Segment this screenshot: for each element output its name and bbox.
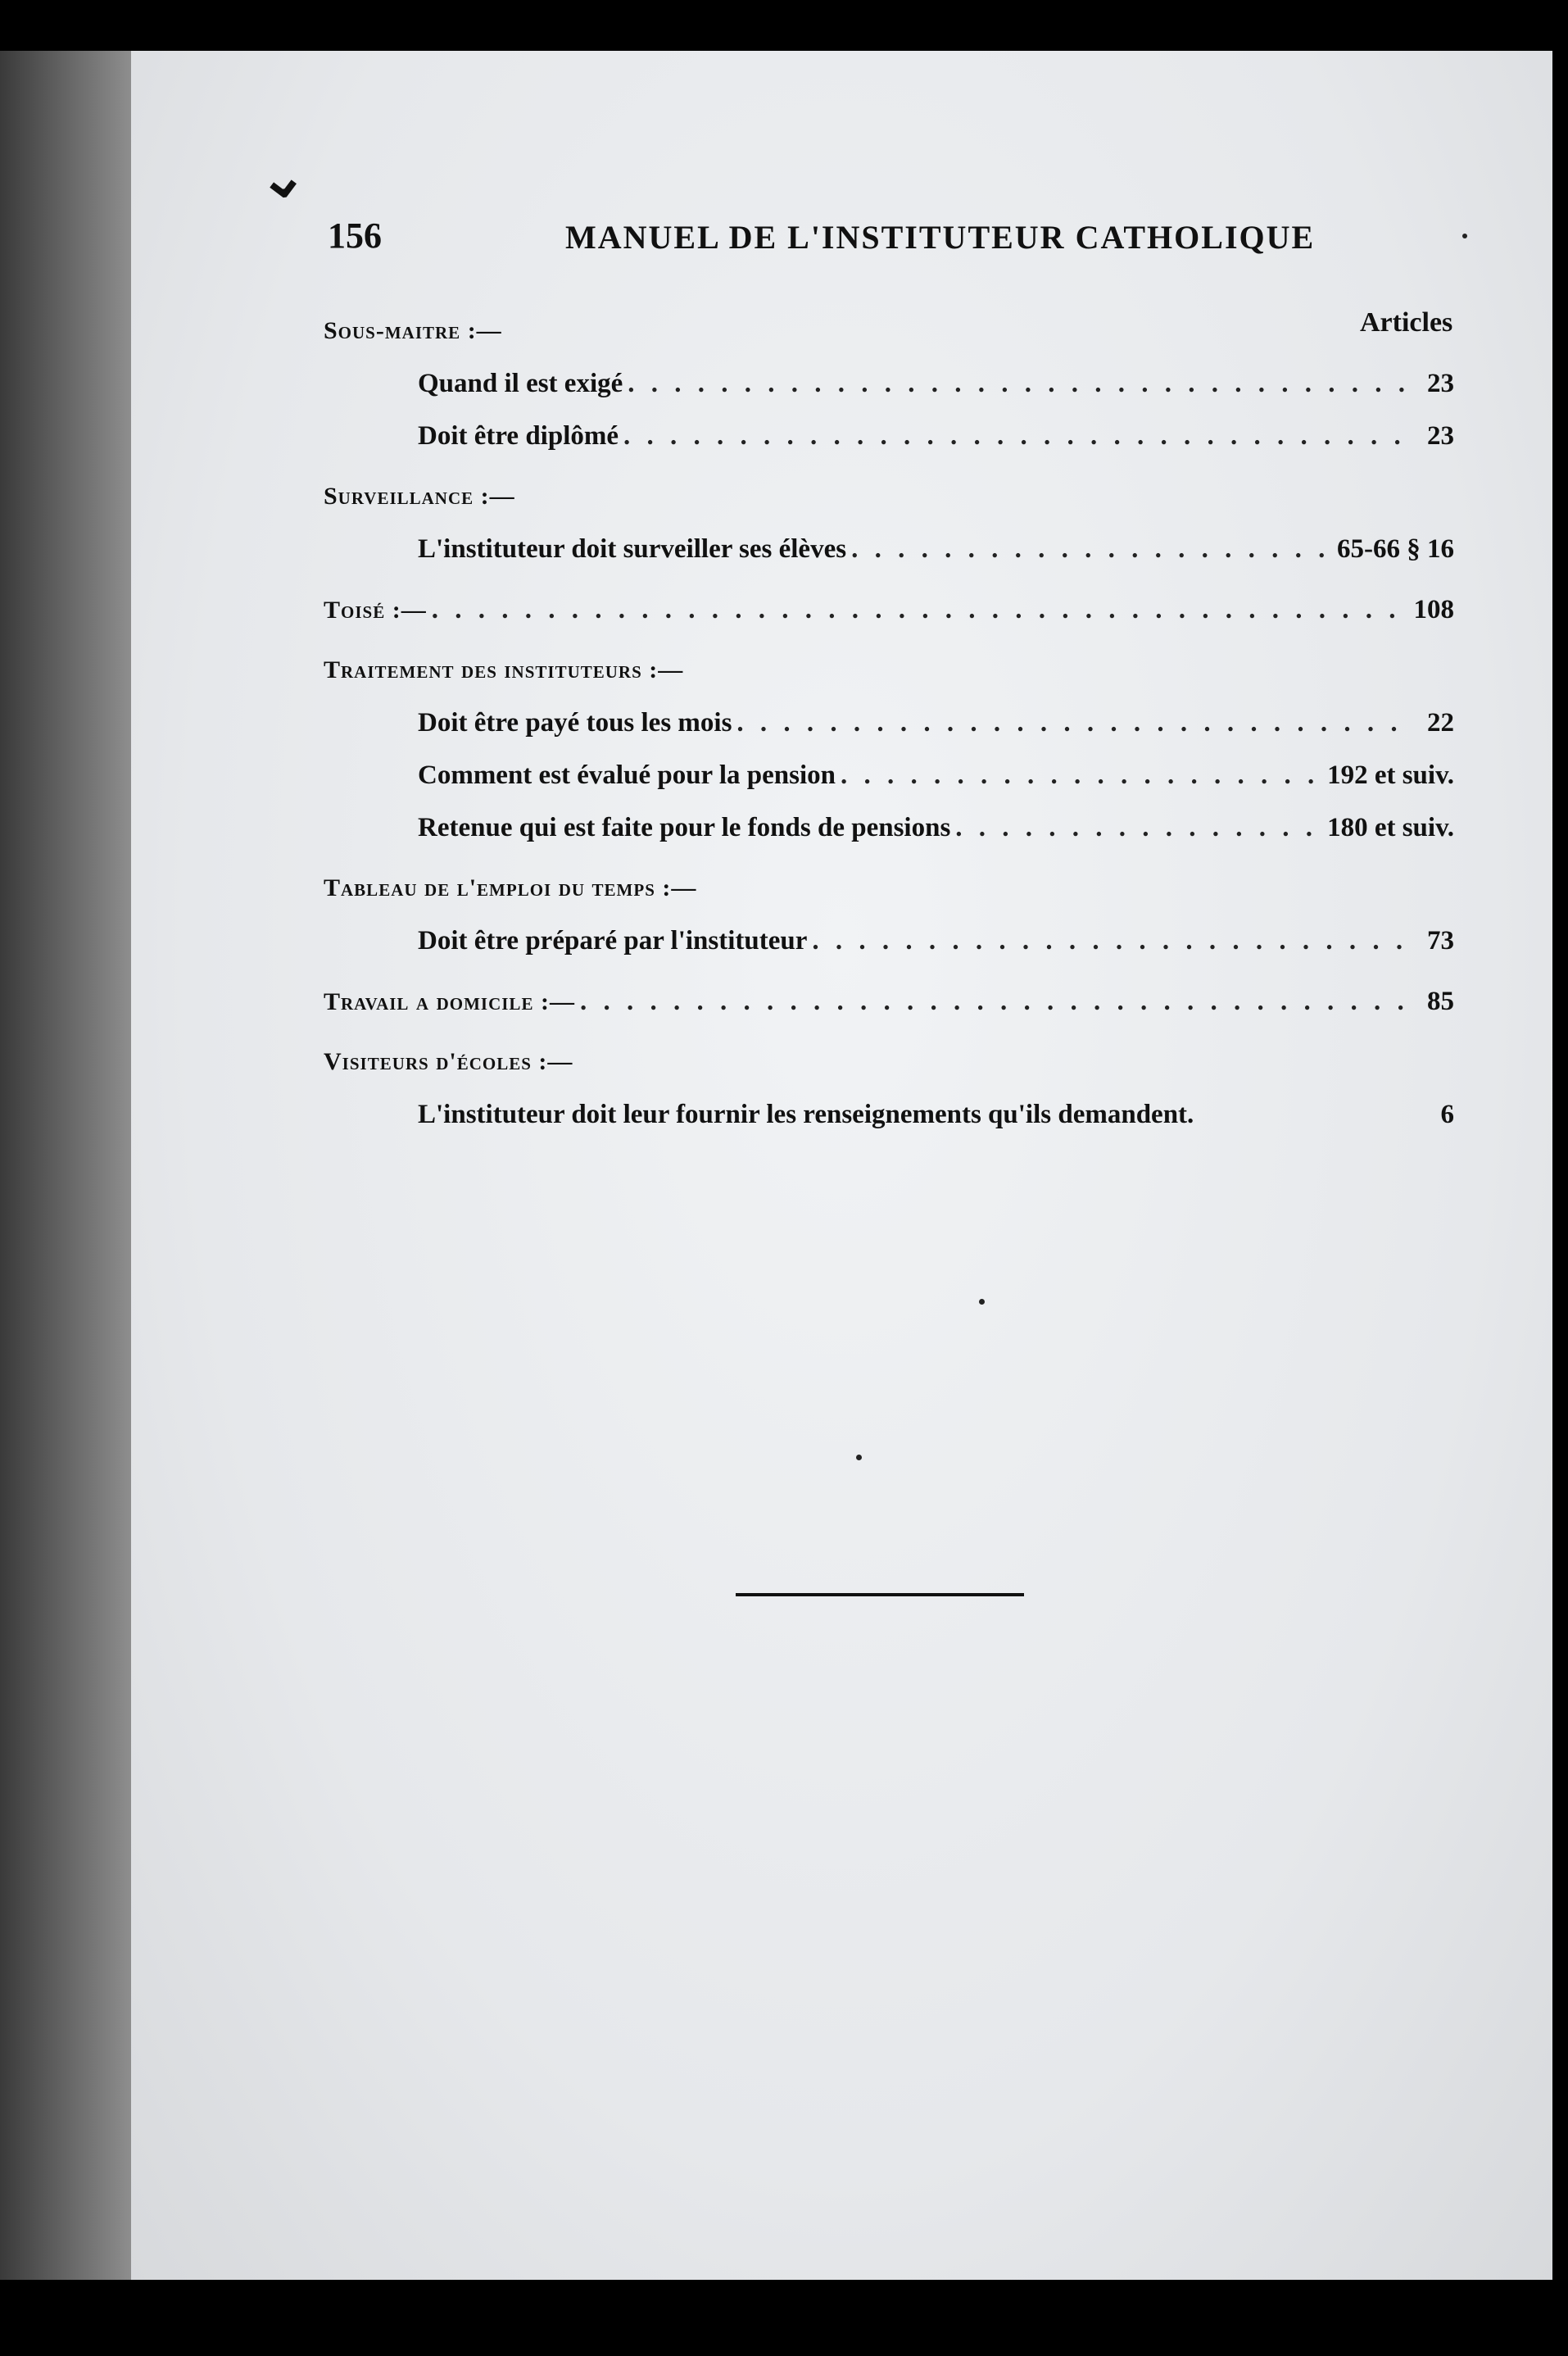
dot-leader [807,915,1405,967]
index-entry [324,357,1454,410]
article-reference: 192 et suiv. [1327,760,1454,790]
index-entry [324,410,1454,462]
article-reference: 73 [1427,926,1454,956]
index-entry-label: Travail a domicile :— [324,988,575,1015]
index-entry-label: Retenue qui est faite pour le fonds de pensions [418,813,951,842]
article-reference: 85 [1427,987,1454,1016]
scan-border [0,51,131,2280]
index-entry-label: Doit être diplômé [418,421,619,451]
running-title: MANUEL DE L'INSTITUTEUR CATHOLIQUE [565,219,1316,256]
article-reference: 23 [1427,421,1454,451]
article-reference: 65-66 § 16 [1337,534,1454,564]
index-heading [324,862,1454,915]
article-reference: 23 [1427,369,1454,398]
index-entry [324,801,1454,854]
index-heading-label: Traitement des instituteurs :— [324,656,684,683]
index-entry [324,523,1454,575]
dot-leader [836,749,1327,801]
speck [856,1455,862,1460]
index-heading-label: Surveillance :— [324,483,515,510]
article-reference: 108 [1413,595,1454,624]
index-heading-label: Sous-maitre :— [324,317,502,344]
index-entry-label: Doit être payé tous les mois [418,708,732,738]
index-heading [324,470,1454,523]
end-rule [736,1593,1024,1596]
index-entry-label: Comment est évalué pour la pension [418,760,836,790]
index-entry-label: L'instituteur doit surveiller ses élèves [418,534,847,564]
index-entry-label: Doit être préparé par l'instituteur [418,926,808,956]
speck [979,1299,985,1305]
article-reference: 180 et suiv. [1327,813,1454,842]
index-entry-label: Toisé :— [324,597,427,624]
index-heading [324,305,1454,357]
index-heading-label: Visiteurs d'écoles :— [324,1048,573,1075]
dot-leader [427,583,1405,636]
index-heading [324,644,1454,697]
index-entry [324,915,1454,967]
dot-leader [575,975,1405,1028]
dot-leader [619,410,1405,462]
index-heading-label: Tableau de l'emploi du temps :— [324,874,697,901]
articles-column-label: Articles [1360,307,1453,338]
index-entry [324,1088,1454,1141]
dot-leader [732,697,1405,749]
dot-leader [846,523,1337,575]
page-number: 156 [328,216,382,256]
dot-leader [950,801,1327,854]
index-entry [324,749,1454,801]
dot-leader [623,357,1405,410]
index-list [324,305,1454,1141]
speck [1462,234,1467,238]
article-reference: 22 [1427,708,1454,738]
page-header [328,215,1316,264]
margin-mark: ⌄ [254,143,310,213]
index-entry [324,975,1454,1028]
article-reference: 6 [1440,1100,1454,1129]
index-entry [324,583,1454,636]
index-entry-label: Quand il est exigé [418,369,623,398]
index-heading [324,1036,1454,1088]
index-entry [324,697,1454,749]
index-entry-label: L'instituteur doit leur fournir les renseignements qu'ils demandent. [418,1100,1194,1129]
